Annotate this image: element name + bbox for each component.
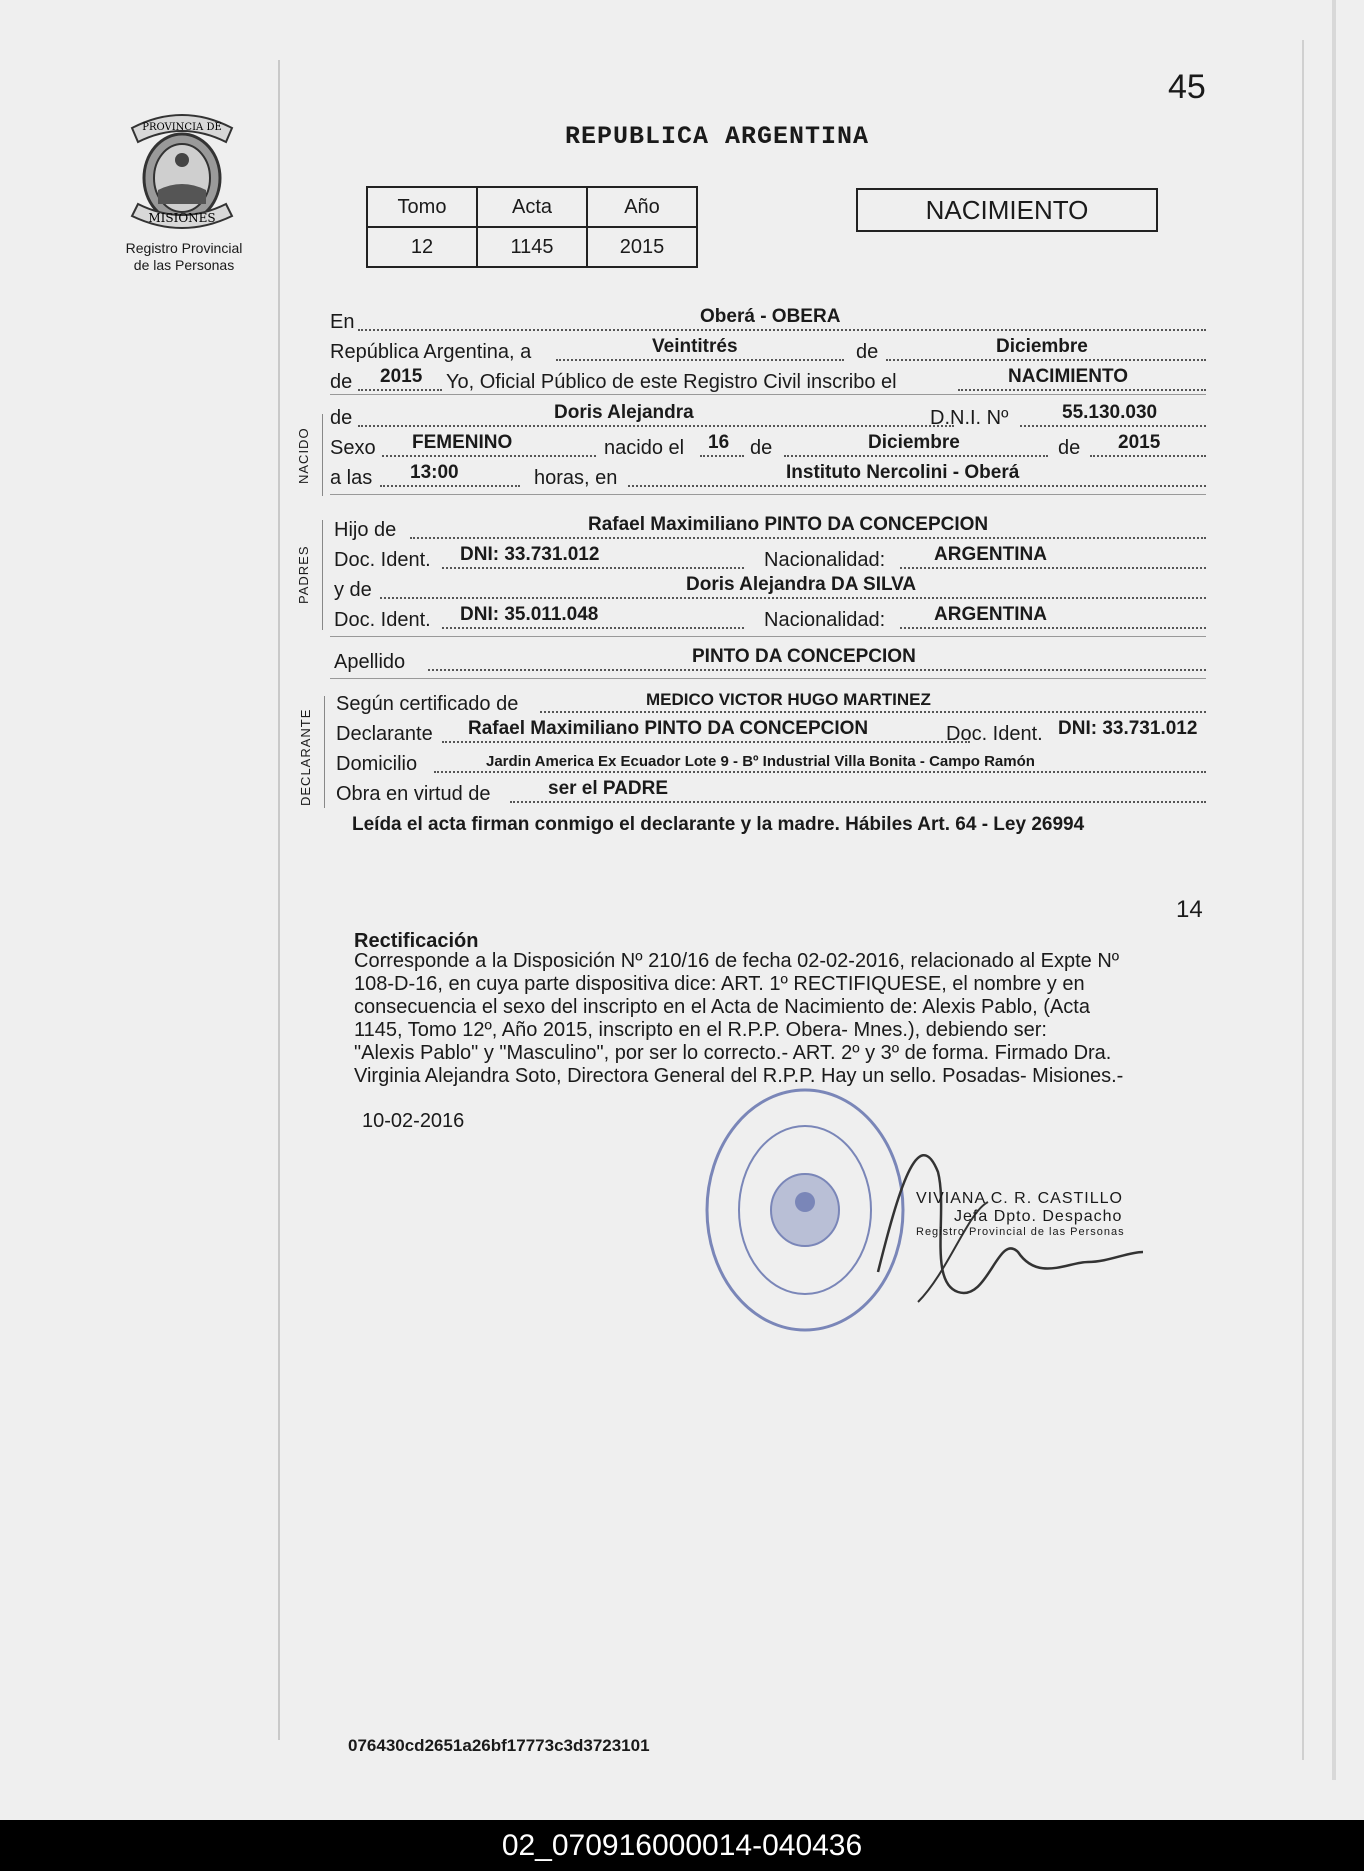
document-hash: 076430cd2651a26bf17773c3d3723101 [348, 1736, 650, 1755]
page-title: REPUBLICA ARGENTINA [565, 122, 870, 151]
row-declarante [330, 718, 1206, 748]
section-label-declarante: DECLARANTE [298, 708, 313, 806]
row-certificado [330, 688, 1206, 718]
value-dni: 55.130.030 [1062, 402, 1158, 423]
row-sexo [330, 432, 1206, 462]
separator [330, 494, 1206, 495]
signatory-role: Jefa Dpto. Despacho [954, 1208, 1123, 1225]
row-nombre [330, 402, 1206, 432]
value-dia-nacimiento: 16 [708, 432, 730, 453]
label-doc-ident-1: Doc. Ident. [334, 549, 431, 571]
value-declarante-doc: DNI: 33.731.012 [1058, 718, 1198, 739]
row-padre [330, 514, 1206, 544]
value-lugar-nacimiento: Instituto Nercolini - Oberá [786, 462, 1020, 483]
label-declarante: Declarante [336, 723, 433, 745]
logo-caption [96, 240, 272, 274]
label-nacionalidad-1: Nacionalidad: [764, 549, 886, 571]
label-de-mid: de [856, 341, 879, 363]
row-lugar [330, 306, 1206, 336]
rectificacion-line: "Alexis Pablo" y "Masculino", por ser lo correcto.- ART. 2º y 3º de forma. Firmado Dra. [354, 1042, 1112, 1064]
row-hora [330, 462, 1206, 492]
logo-caption-line2: de las Personas [133, 257, 235, 273]
rectificacion-body [354, 950, 1200, 1088]
value-madre-nacionalidad: ARGENTINA [934, 604, 1047, 625]
value-tipo: NACIMIENTO [1008, 366, 1128, 387]
section-line-padres [322, 520, 323, 630]
value-mes-nacimiento: Diciembre [868, 432, 960, 453]
note-number: 14 [1176, 896, 1203, 923]
rectificacion-line: consecuencia el sexo del inscripto en el Acta de Nacimiento de: Alexis Pablo, (Acta [354, 996, 1090, 1018]
label-y-de: y de [334, 579, 372, 601]
label-apellido: Apellido [334, 651, 406, 673]
label-dni: D.N.I. Nº [930, 407, 1009, 429]
signature-block [916, 1190, 1125, 1238]
rectificacion-line: 108-D-16, en cuya parte dispositiva dice: ART. 1º RECTIFIQUESE, el nombre y en [354, 973, 1085, 995]
row-inscribo [330, 366, 1206, 396]
value-domicilio: Jardin America Ex Ecuador Lote 9 - Bº Industrial Villa Bonita - Campo Ramón [486, 753, 1035, 770]
label-nacionalidad-2: Nacionalidad: [764, 609, 886, 631]
record-type-box: NACIMIENTO [856, 188, 1158, 232]
label-republica: República Argentina, a [330, 341, 532, 363]
anio-label: Año [587, 187, 697, 227]
row-madre [330, 574, 1206, 604]
value-anio-nacimiento: 2015 [1118, 432, 1161, 453]
footer-code-bar: 02_070916000014-040436 [0, 1820, 1364, 1871]
section-label-padres: PADRES [296, 545, 311, 604]
label-segun: Según certificado de [336, 693, 519, 715]
tomo-label: Tomo [367, 187, 477, 227]
tomo-acta-anio-table [366, 186, 698, 268]
separator [330, 394, 1206, 395]
label-domicilio: Domicilio [336, 753, 418, 775]
separator [330, 636, 1206, 637]
page-edge-inner [1302, 40, 1304, 1760]
row-padre-doc [330, 544, 1206, 574]
rectificacion-line: 1145, Tomo 12º, Año 2015, inscripto en el R.P.P. Obera- Mnes.), debiendo ser: [354, 1019, 1047, 1041]
anio-value: 2015 [587, 227, 697, 267]
label-doc-ident-2: Doc. Ident. [334, 609, 431, 631]
value-padre-doc: DNI: 33.731.012 [460, 544, 600, 565]
section-line-declarante [324, 696, 325, 808]
label-hijo-de: Hijo de [334, 519, 397, 541]
acta-label: Acta [477, 187, 587, 227]
value-padre-nacionalidad: ARGENTINA [934, 544, 1047, 565]
value-madre-doc: DNI: 35.011.048 [460, 604, 599, 625]
label-de-nombre: de [330, 407, 353, 429]
label-sexo: Sexo [330, 437, 376, 459]
section-label-nacido: NACIDO [296, 427, 311, 484]
tomo-value: 12 [367, 227, 477, 267]
label-doc-ident-decl: Doc. Ident. [946, 723, 1043, 745]
row-domicilio [330, 748, 1206, 778]
value-lugar: Oberá - OBERA [700, 306, 841, 327]
label-en: En [330, 311, 355, 333]
value-madre: Doris Alejandra DA SILVA [686, 574, 917, 595]
label-de-anio: de [1058, 437, 1081, 459]
label-nacido-el: nacido el [604, 437, 685, 459]
closing-statement: Leída el acta firman conmigo el declarante y la madre. Hábiles Art. 64 - Ley 26994 [352, 814, 1085, 835]
signatory-office: Registro Provincial de las Personas [916, 1226, 1125, 1238]
value-mes-inscripcion: Diciembre [996, 336, 1088, 357]
value-apellido: PINTO DA CONCEPCION [692, 646, 916, 667]
rectificacion-title: Rectificación [354, 930, 479, 952]
value-obra: ser el PADRE [548, 778, 669, 799]
margin-line [278, 60, 280, 1740]
row-obra [330, 778, 1206, 808]
label-inscribo: Yo, Oficial Público de este Registro Civil inscribo el [446, 371, 897, 393]
logo-text-top: PROVINCIA DE [142, 122, 222, 133]
row-madre-doc [330, 604, 1206, 634]
label-a-las: a las [330, 467, 373, 489]
page-number: 45 [1168, 68, 1206, 106]
logo-text-bottom: MISIONES [148, 211, 216, 225]
value-dia-inscripcion: Veintitrés [652, 336, 738, 357]
value-hora: 13:00 [410, 462, 459, 483]
value-nombre: Doris Alejandra [554, 402, 694, 423]
signatory-name: VIVIANA C. R. CASTILLO [916, 1190, 1123, 1207]
rectificacion-line: Virginia Alejandra Soto, Directora General del R.P.P. Hay un sello. Posadas- Misiones.- [354, 1065, 1124, 1087]
logo-caption-line1: Registro Provincial [125, 240, 243, 256]
acta-value: 1145 [477, 227, 587, 267]
label-de-start: de [330, 371, 353, 393]
label-de-mes: de [750, 437, 773, 459]
label-obra: Obra en virtud de [336, 783, 491, 805]
row-fecha-inscripcion [330, 336, 1206, 366]
row-apellido [330, 646, 1206, 676]
page-edge [1332, 0, 1336, 1780]
misiones-coat-of-arms-icon [118, 108, 246, 238]
value-sexo: FEMENINO [412, 432, 513, 453]
rectificacion-line: Corresponde a la Disposición Nº 210/16 de fecha 02-02-2016, relacionado al Expte Nº [354, 950, 1120, 972]
value-anio-inscripcion: 2015 [380, 366, 423, 387]
value-certificado: MEDICO VICTOR HUGO MARTINEZ [646, 690, 931, 709]
section-line-nacido [322, 414, 323, 496]
value-padre: Rafael Maximiliano PINTO DA CONCEPCION [588, 514, 989, 535]
label-horas-en: horas, en [534, 467, 618, 489]
separator [330, 678, 1206, 679]
rectificacion-date: 10-02-2016 [362, 1110, 465, 1132]
value-declarante: Rafael Maximiliano PINTO DA CONCEPCION [468, 718, 869, 739]
